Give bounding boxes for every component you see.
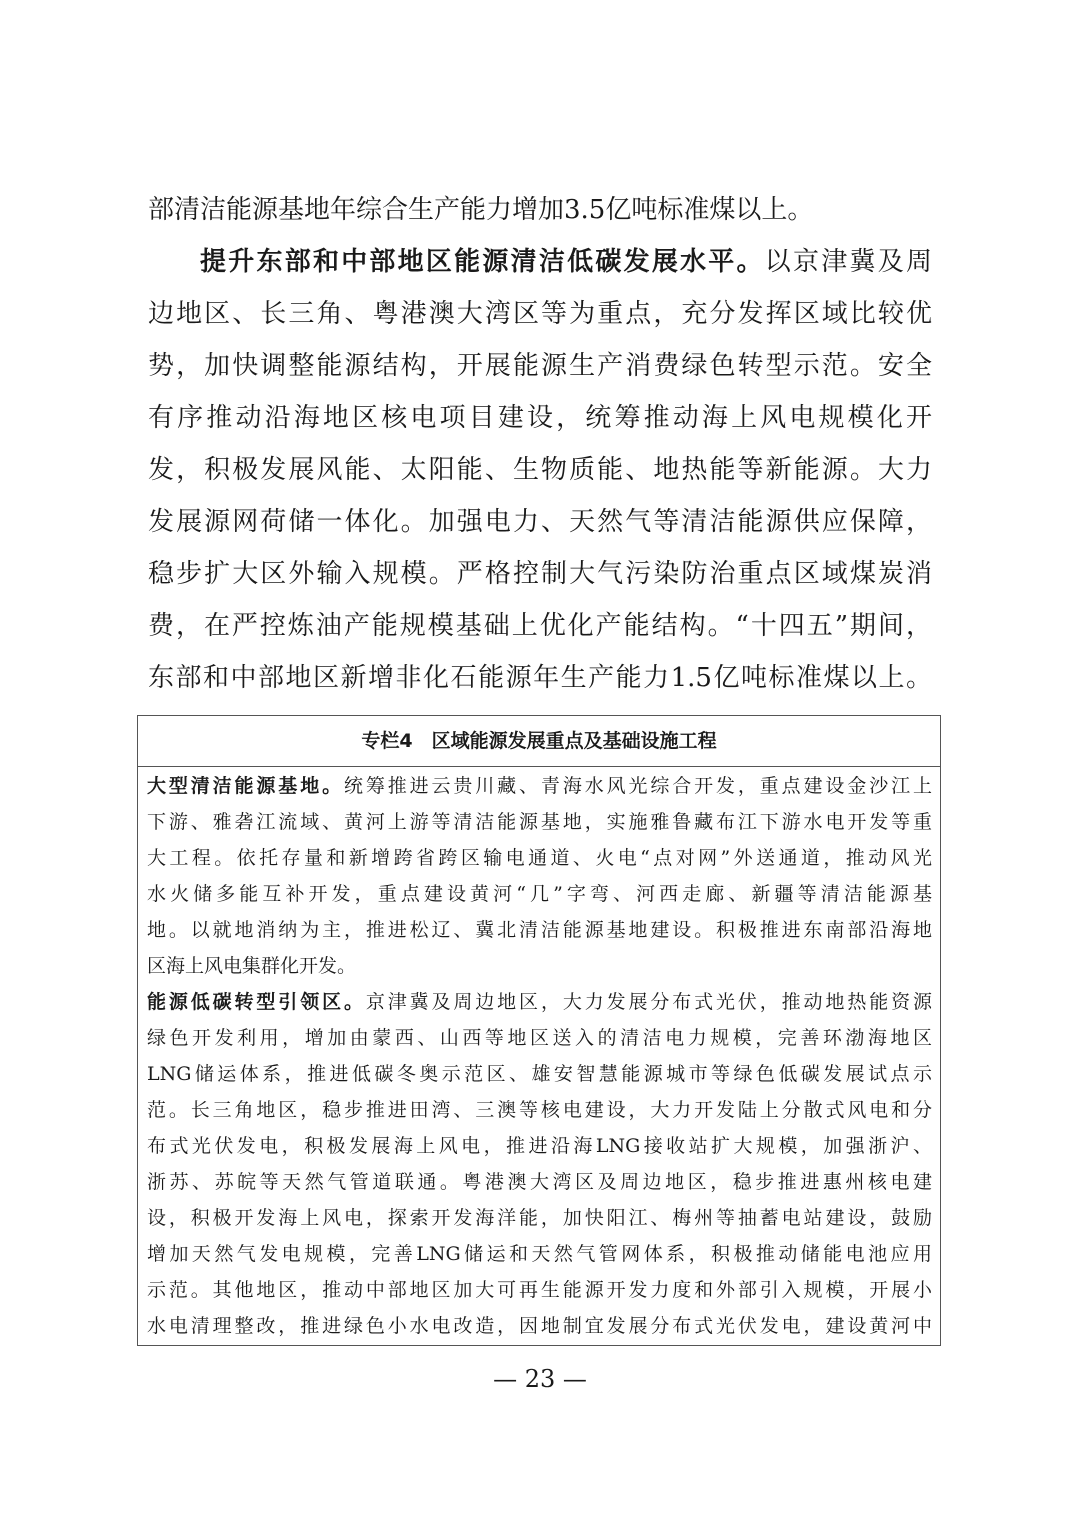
text-line: 发，积极发展风能、太阳能、生物质能、地热能等新能源。大力 [148, 455, 932, 485]
box-line: 范。长三角地区，稳步推进田湾、三澳等核电建设，大力开发陆上分散式风电和分 [147, 1099, 932, 1121]
box-line: 大工程。依托存量和新增跨省跨区输电通道、火电“点对网”外送通道，推动风光 [147, 847, 932, 869]
section-heading: 大型清洁能源基地。 [147, 775, 344, 797]
text-line: 发展源网荷储一体化。加强电力、天然气等清洁能源供应保障， [148, 507, 932, 537]
page-number: — 23 — [493, 1365, 587, 1393]
box-line [147, 984, 932, 1020]
box-line: 绿色开发利用，增加由蒙西、山西等地区送入的清洁电力规模，完善环渤海地区 [147, 1027, 932, 1049]
section-heading: 能源低碳转型引领区。 [147, 991, 366, 1013]
box-line: 增加天然气发电规模，完善LNG储运和天然气管网体系，积极推动储能电池应用 [147, 1243, 932, 1265]
box-line [147, 768, 932, 804]
box-line: 浙苏、苏皖等天然气管道联通。粤港澳大湾区及周边地区，稳步推进惠州核电建 [147, 1171, 932, 1193]
text-line: 费，在严控炼油产能规模基础上优化产能结构。“十四五”期间， [148, 611, 932, 641]
box-line: 下游、雅砻江流域、黄河上游等清洁能源基地，实施雅鲁藏布江下游水电开发等重 [147, 811, 932, 833]
text-line: 东部和中部地区新增非化石能源年生产能力1.5亿吨标准煤以上。 [148, 663, 932, 693]
text-line: 稳步扩大区外输入规模。严格控制大气污染防治重点区域煤炭消 [148, 559, 932, 589]
box-line: 区海上风电集群化开发。 [147, 955, 357, 977]
box-line: 水火储多能互补开发，重点建设黄河“几”字弯、河西走廊、新疆等清洁能源基 [147, 883, 932, 905]
text-line [148, 236, 932, 288]
text-span: 统筹推进云贵川藏、青海水风光综合开发，重点建设金沙江上 [343, 775, 932, 797]
paragraph-heading: 提升东部和中部地区能源清洁低碳发展水平。 [200, 247, 765, 277]
text-line: 有序推动沿海地区核电项目建设，统筹推动海上风电规模化开 [148, 403, 932, 433]
text-span: 以京津冀及周 [764, 247, 932, 277]
box-line: 地。以就地消纳为主，推进松辽、冀北清洁能源基地建设。积极推进东南部沿海地 [147, 919, 932, 941]
box-line: 示范。其他地区，推动中部地区加大可再生能源开发力度和外部引入规模，开展小 [147, 1279, 932, 1301]
box-line: 设，积极开发海上风电，探索开发海洋能，加快阳江、梅州等抽蓄电站建设，鼓励 [147, 1207, 932, 1229]
box-line: 水电清理整改，推进绿色小水电改造，因地制宜发展分布式光伏发电，建设黄河中 [147, 1315, 932, 1337]
box-body [138, 767, 940, 1345]
column-box [137, 715, 941, 1346]
box-line: LNG储运体系，推进低碳冬奥示范区、雄安智慧能源城市等绿色低碳发展试点示 [147, 1063, 932, 1085]
box-title: 专栏4 区域能源发展重点及基础设施工程 [138, 716, 940, 767]
text-line: 部清洁能源基地年综合生产能力增加3.5亿吨标准煤以上。 [148, 195, 814, 225]
text-span: 京津冀及周边地区，大力发展分布式光伏，推动地热能资源 [365, 991, 932, 1013]
text-line: 势，加快调整能源结构，开展能源生产消费绿色转型示范。安全 [148, 351, 932, 381]
text-line: 边地区、长三角、粤港澳大湾区等为重点，充分发挥区域比较优 [148, 299, 932, 329]
box-line: 布式光伏发电，积极发展海上风电，推进沿海LNG接收站扩大规模，加强浙沪、 [147, 1135, 932, 1157]
body-text [148, 184, 932, 704]
